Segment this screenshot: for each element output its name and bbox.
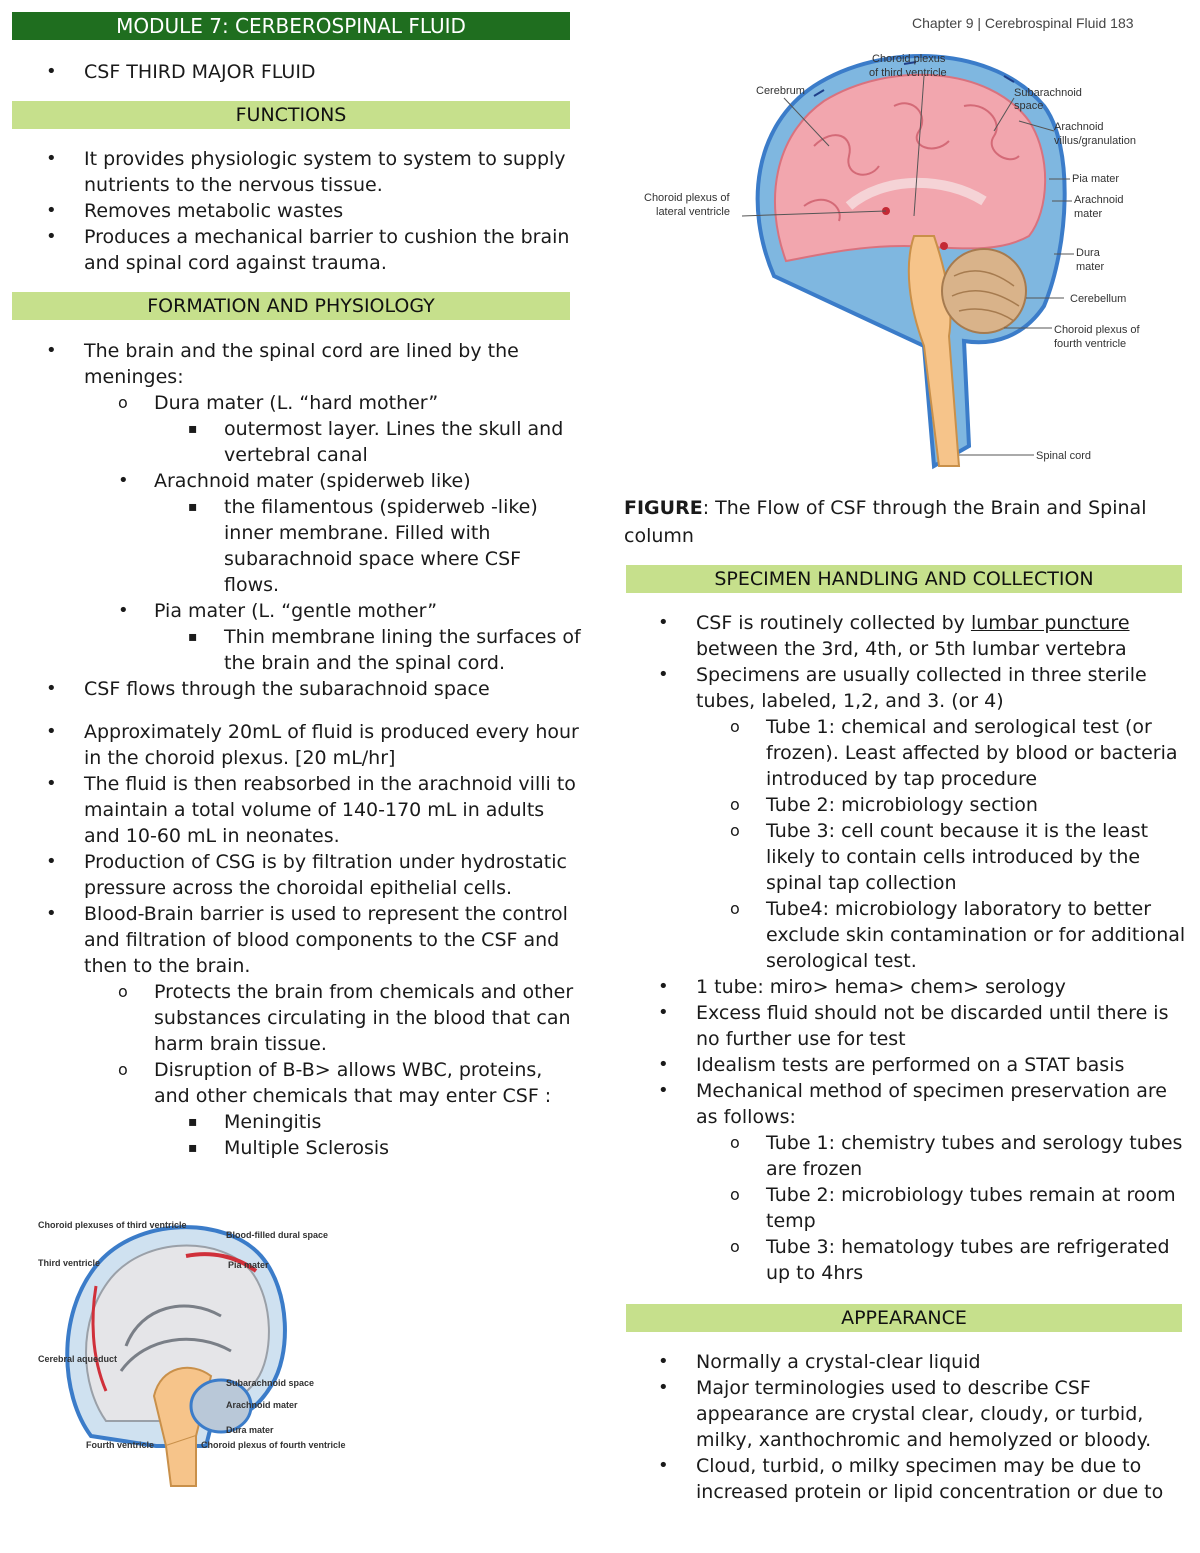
specimen-heading: SPECIMEN HANDLING AND COLLECTION — [626, 565, 1182, 593]
meninges-item — [12, 338, 582, 676]
function-item: • It provides physiologic system to system to supply nutrients to the nervous tissue. — [12, 146, 572, 198]
filtration-item: • Production of CSG is by filtration under hydrostatic pressure across the choroidal epithelial cells. — [12, 849, 582, 901]
tubes-sublist — [696, 714, 1192, 974]
label-villus-2: villus/granulation — [1054, 135, 1136, 147]
small-label-arachnoid: Arachnoid mater — [226, 1400, 298, 1410]
small-label-pia: Pia mater — [228, 1260, 269, 1270]
dura-item — [84, 390, 582, 468]
arachnoid-desc: ▪ the filamentous (spiderweb -like) inner membrane. Filled with subarachnoid space where CSF flows. — [154, 494, 582, 598]
pia-text: Pia mater (L. “gentle mother” — [154, 600, 438, 622]
intro-item: • CSF THIRD MAJOR FLUID — [12, 59, 572, 85]
label-pia: Pia mater — [1072, 173, 1120, 185]
disease-item: ▪ Meningitis — [154, 1109, 582, 1135]
label-arachnoid-2: mater — [1074, 208, 1103, 220]
excess-item: • Excess fluid should not be discarded until there is no further use for test — [624, 1000, 1192, 1052]
bbb-item — [12, 901, 582, 1161]
appearance-item: • Normally a crystal-clear liquid — [624, 1349, 1192, 1375]
label-choroid-fourth-1: Choroid plexus of — [1054, 324, 1140, 336]
label-arachnoid-1: Arachnoid — [1074, 194, 1124, 206]
functions-list — [12, 146, 572, 276]
functions-heading: FUNCTIONS — [12, 101, 570, 129]
label-choroid-third-1: Choroid plexus — [872, 53, 946, 65]
meninges-sublist — [84, 390, 582, 468]
figure-caption-label: FIGURE — [624, 497, 703, 519]
pia-sublist — [84, 624, 582, 676]
lumbar-item — [624, 610, 1192, 662]
csf-flow-figure — [624, 6, 1184, 476]
function-item: • Produces a mechanical barrier to cushion the brain and spinal cord against trauma. — [12, 224, 572, 276]
tube-item: o Tube4: microbiology laboratory to better exclude skin contamination or for additional serological test. — [696, 896, 1192, 974]
specimen-list — [624, 610, 1192, 1286]
mechanical-text: Mechanical method of specimen preservation are as follows: — [696, 1080, 1167, 1128]
one-tube-item: • 1 tube: miro> hema> chem> serology — [624, 974, 1192, 1000]
lumbar-pre: CSF is routinely collected by — [696, 612, 971, 634]
lumbar-post: between the 3rd, 4th, or 5th lumbar vertebra — [696, 638, 1127, 660]
bbb-disruption — [84, 1057, 582, 1161]
figure-caption-text: : The Flow of CSF through the Brain and Spinal column — [624, 497, 1147, 547]
dura-desc: ▪ outermost layer. Lines the skull and vertebral canal — [154, 416, 582, 468]
small-label-subarachnoid: Subarachnoid space — [226, 1378, 315, 1388]
mechanical-item — [624, 1078, 1192, 1286]
dura-text: Dura mater (L. “hard mother” — [154, 392, 439, 414]
csf-flows-item: • CSF flows through the subarachnoid space — [12, 676, 582, 702]
intro-list — [12, 59, 572, 85]
small-label-fourth-ventricle: Fourth ventricle — [86, 1440, 155, 1450]
dura-sublist — [84, 416, 582, 468]
disease-sublist — [84, 1109, 582, 1161]
tube-item: o Tube 2: microbiology section — [696, 792, 1192, 818]
label-dura-2: mater — [1076, 261, 1105, 273]
appearance-heading: APPEARANCE — [626, 1304, 1182, 1332]
small-label-choroid-fourth: Choroid plexus of fourth ventricle — [201, 1440, 346, 1450]
label-choroid-fourth-2: fourth ventricle — [1054, 338, 1127, 350]
small-label-aqueduct: Cerebral aqueduct — [38, 1354, 118, 1364]
small-label-choroid-third: Choroid plexuses of third ventricle — [38, 1220, 187, 1230]
figure-caption — [624, 494, 1184, 550]
arachnoid-text: Arachnoid mater (spiderweb like) — [154, 470, 471, 492]
label-cerebrum: Cerebrum — [756, 85, 805, 97]
tube-item: o Tube 3: cell count because it is the least likely to contain cells introduced by the spinal tap collection — [696, 818, 1192, 896]
label-cerebellum: Cerebellum — [1070, 293, 1127, 305]
formation-list — [12, 338, 582, 702]
small-brain-figure — [36, 1196, 346, 1486]
small-label-blood-filled: Blood-filled dural space — [226, 1230, 329, 1240]
preservation-sublist — [696, 1130, 1192, 1286]
bbb-sublist — [84, 979, 582, 1161]
physiology-list — [12, 719, 582, 1161]
pia-item — [84, 598, 582, 676]
preservation-item: o Tube 1: chemistry tubes and serology tubes are frozen — [696, 1130, 1192, 1182]
appearance-item: • Major terminologies used to describe CSF appearance are crystal clear, cloudy, or turbid, milky, xanthochromic and hemolyzed or bloody. — [624, 1375, 1192, 1453]
reabsorbed-item: • The fluid is then reabsorbed in the arachnoid villi to maintain a total volume of 140-170 mL in adults and 10-60 mL in neonates. — [12, 771, 582, 849]
label-dura-1: Dura — [1076, 247, 1100, 259]
label-subarachnoid-1: Subarachnoid — [1014, 87, 1082, 99]
label-subarachnoid-2: space — [1014, 100, 1044, 112]
disease-item: ▪ Multiple Sclerosis — [154, 1135, 582, 1161]
label-choroid-lateral-1: Choroid plexus of — [644, 192, 730, 204]
arachnoid-sublist — [84, 494, 582, 598]
tubes-intro: Specimens are usually collected in three sterile tubes, labeled, 1,2, and 3. (or 4) — [696, 664, 1147, 712]
label-choroid-third-2: of third ventricle — [869, 67, 947, 79]
label-spinal-cord: Spinal cord — [1036, 450, 1092, 462]
small-label-third-ventricle: Third ventricle — [38, 1258, 101, 1268]
label-villus-1: Arachnoid — [1054, 121, 1104, 133]
function-item: • Removes metabolic wastes — [12, 198, 572, 224]
module-title: MODULE 7: CERBEROSPINAL FLUID — [12, 12, 570, 40]
tube-item: o Tube 1: chemical and serological test (or frozen). Least affected by blood or bacteria introduced by tap procedure — [696, 714, 1192, 792]
bbb-text: Blood-Brain barrier is used to represent the control and filtration of blood components to the CSF and then to the brain. — [84, 903, 568, 977]
preservation-item: o Tube 3: hematology tubes are refrigerated up to 4hrs — [696, 1234, 1192, 1286]
chapter-header: Chapter 9 | Cerebrospinal Fluid 183 — [912, 15, 1134, 31]
preservation-item: o Tube 2: microbiology tubes remain at room temp — [696, 1182, 1192, 1234]
appearance-item: • Cloud, turbid, o milky specimen may be due to increased protein or lipid concentration or due to — [624, 1453, 1192, 1505]
appearance-list — [624, 1349, 1192, 1505]
bbb-disruption-text: Disruption of B-B> allows WBC, proteins, and other chemicals that may enter CSF : — [154, 1059, 552, 1107]
meninges-sublist-2 — [84, 468, 582, 676]
bbb-protects: o Protects the brain from chemicals and other substances circulating in the blood that can harm brain tissue. — [84, 979, 582, 1057]
tubes-item — [624, 662, 1192, 974]
stat-item: • Idealism tests are performed on a STAT basis — [624, 1052, 1192, 1078]
arachnoid-item — [84, 468, 582, 598]
label-choroid-lateral-2: lateral ventricle — [656, 206, 730, 218]
lumbar-link: lumbar puncture — [970, 612, 1130, 634]
formation-heading: FORMATION AND PHYSIOLOGY — [12, 292, 570, 320]
meninges-text: The brain and the spinal cord are lined by the meninges: — [84, 340, 519, 388]
pia-desc: ▪ Thin membrane lining the surfaces of the brain and the spinal cord. — [154, 624, 582, 676]
small-label-dura: Dura mater — [226, 1425, 274, 1435]
production-item: • Approximately 20mL of fluid is produced every hour in the choroid plexus. [20 mL/hr] — [12, 719, 582, 771]
